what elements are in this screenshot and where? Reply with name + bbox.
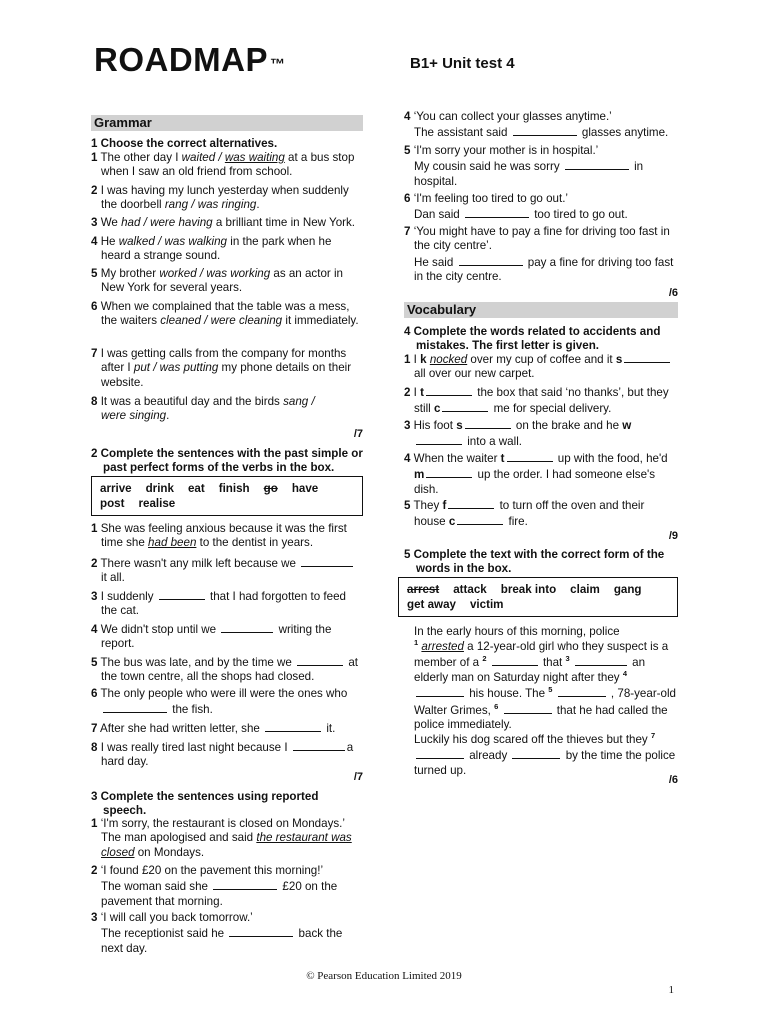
ex1-item-4: 4 He walked / was walking in the park when he heard a strange sound. [91, 235, 332, 263]
answer-blank[interactable] [465, 417, 511, 429]
ex5-instruction: 5 Complete the text with the correct form of the words in the box. [404, 548, 665, 576]
ex3-item-3: 3 ‘I will call you back tomorrow.’ The receptionist said he back the next day. [91, 911, 343, 955]
ex3-instruction: 3 Complete the sentences using reported speech. [91, 790, 319, 818]
ex1-item-6: 6 When we complained that the table was a mess, the waiters cleaned / were cleaning it immediately. [91, 300, 359, 328]
unit-title: B1+ Unit test 4 [410, 55, 515, 72]
logo: ROADMAP ™ [94, 41, 286, 78]
ex3-item-1: 1 ‘I'm sorry, the restaurant is closed on Mondays.’ The man apologised and said the restaurant was closed on Mondays. [91, 817, 352, 859]
answer-blank[interactable] [448, 497, 494, 509]
ex1-item-3: 3 We had / were having a brilliant time in New York. [91, 216, 356, 229]
ex4-item-2: 2 I t the box that said ‘no thanks’, but they still c me for special delivery. [404, 386, 669, 416]
ex2-item-7: 7 After she had written letter, she it. [91, 722, 336, 735]
answer-blank[interactable] [213, 878, 277, 890]
ex4-instruction: 4 Complete the words related to accidents and mistakes. The first letter is given. [404, 325, 661, 353]
answer-blank[interactable] [492, 654, 538, 666]
answer-blank[interactable] [297, 654, 343, 666]
answer-blank[interactable] [103, 701, 167, 713]
answer-blank[interactable] [159, 588, 205, 600]
answer-blank[interactable] [512, 747, 560, 759]
answer-blank[interactable] [426, 384, 472, 396]
ex2-item-5: 5 The bus was late, and by the time we at the town centre, all the shops had closed. [91, 656, 358, 684]
ex5-word-box: arrest attack break into claim gang get away victim [398, 577, 678, 617]
ex2-item-2: 2 There wasn't any milk left because we it all. [91, 555, 363, 586]
answer-blank[interactable] [465, 206, 529, 218]
ex3-item-2: 2 ‘I found £20 on the pavement this morning!’ The woman said she £20 on the pavement that morning. [91, 864, 338, 908]
copyright-footer: © Pearson Education Limited 2019 [306, 970, 462, 982]
answer-blank[interactable] [265, 720, 321, 732]
ex4-score: /9 [668, 530, 678, 542]
ex2-item-8: 8 I was really tired last night because I a hard day. [91, 741, 354, 769]
ex3-item-6: 6 ‘I'm feeling too tired to go out.’ Dan said too tired to go out. [404, 192, 628, 222]
ex5-score: /6 [668, 774, 678, 786]
answer-blank[interactable] [459, 254, 523, 266]
answer-blank[interactable] [426, 466, 472, 478]
answer-blank[interactable] [457, 513, 503, 525]
ex2-item-3: 3 I suddenly that I had forgotten to feed the cat. [91, 590, 346, 618]
answer-blank[interactable] [416, 433, 462, 445]
answer-blank[interactable] [416, 747, 464, 759]
ex2-score: /7 [353, 771, 363, 783]
answer-blank[interactable] [507, 450, 553, 462]
ex4-item-4: 4 When the waiter t up with the food, he'd m up the order. I had someone else's dish. [404, 452, 668, 496]
answer-blank[interactable] [565, 158, 629, 170]
answer-blank[interactable] [442, 400, 488, 412]
ex2-item-1: 1 She was feeling anxious because it was the first time she had been to the dentist in years. [91, 522, 347, 550]
answer-blank[interactable] [221, 621, 273, 633]
answer-blank[interactable] [293, 739, 345, 751]
ex2-item-4: 4 We didn't stop until we writing the report. [91, 623, 332, 651]
ex3-score: /6 [668, 287, 678, 299]
ex4-item-5: 5 They f to turn off the oven and their house c fire. [404, 499, 645, 529]
answer-blank[interactable] [229, 925, 293, 937]
ex4-item-1: 1 I k nocked over my cup of coffee and it s all over our new carpet. [404, 351, 678, 382]
answer-blank[interactable] [301, 555, 353, 567]
answer-blank[interactable] [624, 351, 670, 363]
ex2-word-box: arrive drink eat finish go have post realise [91, 476, 363, 516]
ex4-item-3: 3 His foot s on the brake and he w into a wall. [404, 419, 632, 449]
ex1-score: /7 [353, 428, 363, 440]
ex5-gap-text: In the early hours of this morning, police $^1$ arrested a 12-year-old girl who they suspect is a member of a $^2$ that $^3$ an elderly man on Saturday night after they $^4$ his house. The $^5$ , 78-year-old Walter Grimes, $^6$ that he had called the police immediately. Luckily his dog scared off the thieves but they $^7$ already by the time the police turned up. [414, 625, 677, 777]
answer-blank[interactable] [558, 685, 606, 697]
vocabulary-heading: Vocabulary [404, 302, 678, 318]
answer-blank[interactable] [575, 654, 627, 666]
answer-blank[interactable] [513, 124, 577, 136]
ex2-item-6: 6 The only people who were ill were the ones who the fish. [91, 687, 348, 717]
ex1-item-1: 1 The other day I waited / was waiting at a bus stop when I saw an old friend from school. [91, 151, 355, 179]
ex3-item-5: 5 ‘I'm sorry your mother is in hospital.’ My cousin said he was sorry in hospital. [404, 144, 644, 188]
ex3-item-4: 4 ‘You can collect your glasses anytime.’ The assistant said glasses anytime. [404, 110, 669, 140]
ex1-item-7: 7 I was getting calls from the company for months after I put / was putting my phone details on their website. [91, 347, 352, 389]
grammar-heading: Grammar [91, 115, 363, 131]
ex1-item-5: 5 My brother worked / was working as an actor in New York for several years. [91, 267, 343, 295]
ex2-instruction: 2 Complete the sentences with the past simple or past perfect forms of the verbs in the box. [91, 447, 363, 475]
page-number: 1 [668, 984, 674, 996]
ex1-item-2: 2 I was having my lunch yesterday when suddenly the doorbell rang / was ringing. [91, 184, 349, 212]
answer-blank[interactable] [416, 685, 464, 697]
answer-blank[interactable] [504, 702, 552, 714]
ex1-item-8: 8 It was a beautiful day and the birds sang / were singing. [91, 395, 315, 423]
ex3-item-7: 7 ‘You might have to pay a fine for driving too fast in the city centre’. He said pay a fine for driving too fast in the city centre. [404, 225, 674, 283]
ex1-instruction: 1 Choose the correct alternatives. [91, 137, 278, 150]
